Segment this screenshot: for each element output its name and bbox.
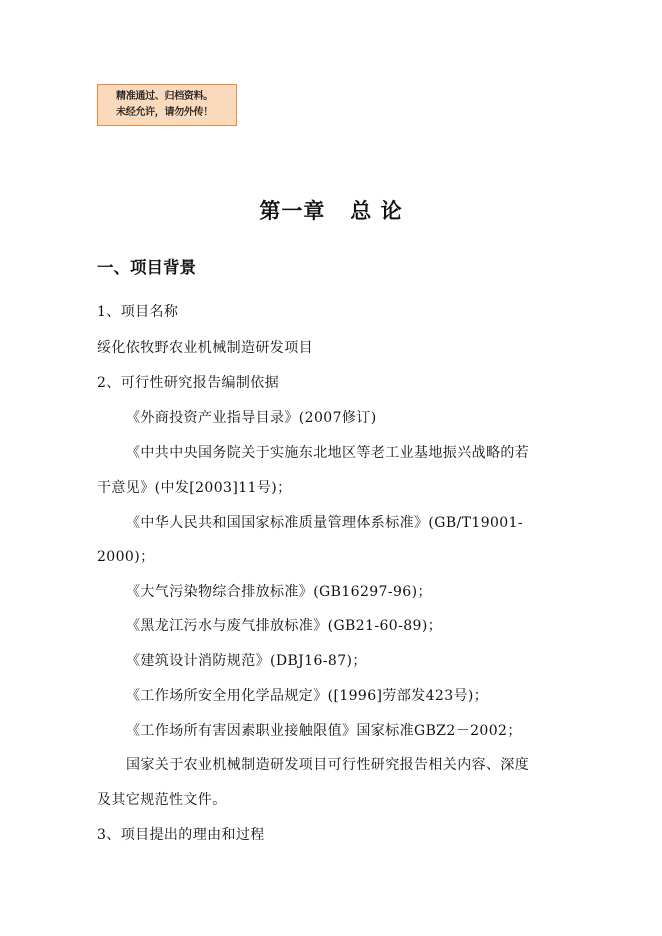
subheading-basis: 2、可行性研究报告编制依据 (97, 375, 280, 391)
basis-item: 国家关于农业机械制造研发项目可行性研究报告相关内容、深度 (126, 757, 530, 773)
basis-item-continued: 2000)； (97, 549, 155, 565)
basis-item: 《中华人民共和国国家标准质量管理体系标准》(GB/T19001- (126, 515, 524, 531)
basis-item: 《工作场所有害因素职业接触限值》国家标准GBZ2－2002； (126, 723, 522, 739)
basis-item-continued: 及其它规范性文件。 (97, 792, 227, 808)
stamp-line-1: 精准通过、归档资料。 (116, 91, 213, 102)
watermark-stamp (97, 84, 237, 126)
basis-item-continued: 干意见》(中发[2003]11号)； (97, 480, 292, 496)
stamp-line-2: 未经允许，请勿外传！ (116, 107, 213, 118)
basis-item: 《黑龙江污水与废气排放标准》(GB21-60-89)； (126, 618, 443, 634)
basis-item: 《外商投资产业指导目录》(2007修订) (126, 410, 377, 426)
section-heading: 一、项目背景 (97, 258, 196, 277)
basis-item: 《建筑设计消防规范》(DBJ16-87)； (126, 653, 367, 669)
project-name-text: 绥化依牧野农业机械制造研发项目 (97, 340, 313, 356)
basis-item: 《工作场所安全用化学品规定》([1996]劳部发423号)； (126, 688, 489, 704)
subheading-project-name: 1、项目名称 (97, 304, 179, 320)
basis-item: 《大气污染物综合排放标准》(GB16297-96)； (126, 584, 432, 600)
chapter-title: 第一章 总 论 (259, 198, 403, 223)
subheading-reason: 3、项目提出的理由和过程 (97, 827, 265, 843)
basis-item: 《中共中央国务院关于实施东北地区等老工业基地振兴战略的若 (126, 445, 530, 461)
